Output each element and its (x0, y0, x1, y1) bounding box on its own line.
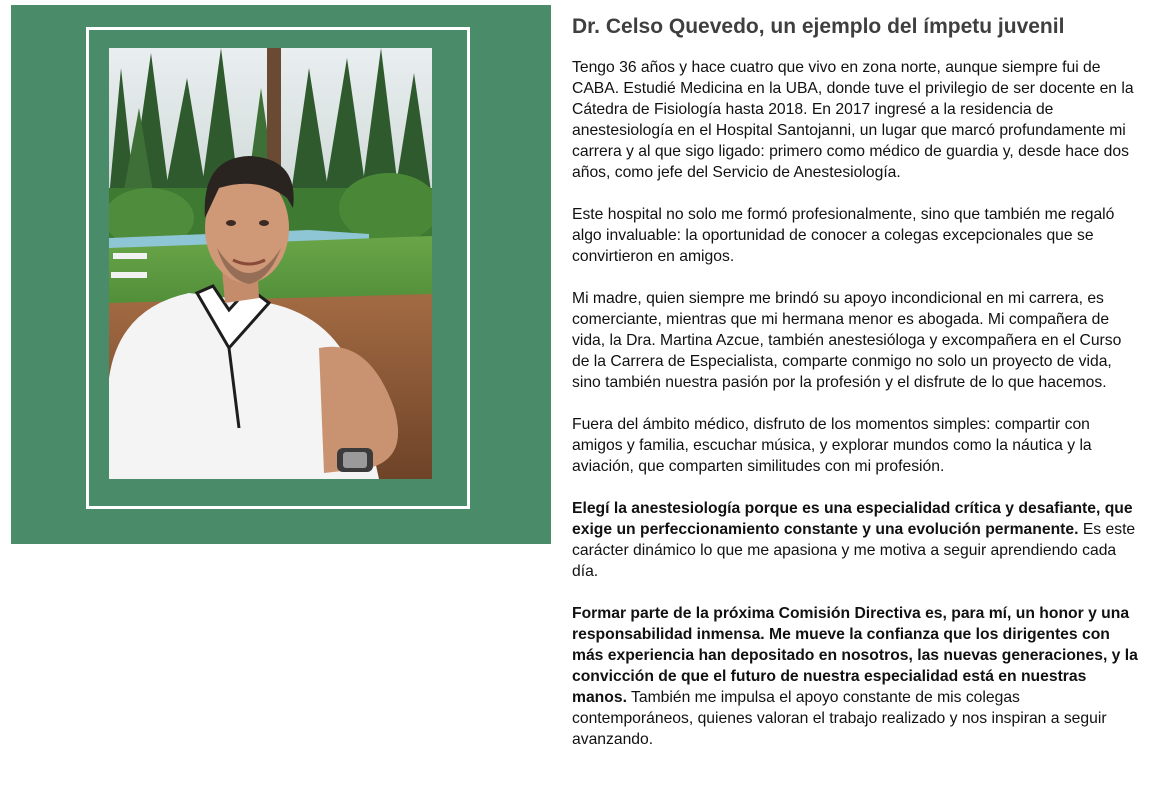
paragraph-hospital: Este hospital no solo me formó profesionalmente, sino que también me regaló algo invaluable: la oportunidad de conocer a colegas excepcionales que se convirtieron en amigos. (572, 206, 1115, 265)
article-title: Dr. Celso Quevedo, un ejemplo del ímpetu juvenil (572, 15, 1065, 38)
paragraph-family: Mi madre, quien siempre me brindó su apoyo incondicional en mi carrera, es comerciante, mientras que mi hermana menor es abogada. Mi compañera de vida, la Dra. Martina Azcue, también anestesióloga y excompañera en el Curso de la Carrera de Especialista, comparte conmigo no solo un proyecto de vida, sino también nuestra pasión por la profesión y el disfrute de lo que hacemos. (572, 290, 1122, 391)
paragraph-specialty (572, 498, 1138, 582)
paragraph-education: Tengo 36 años y hace cuatro que vivo en zona norte, aunque siempre fui de CABA. Estudié Medicina en la UBA, donde tuve el privilegio de ser docente en la Cátedra de Fisiología hasta 2018. En 2017 ingresé a la residencia de anestesiología en el Hospital Santojanni, un lugar que marcó profundamente mi carrera y al que sigo ligado: primero como médico de guardia y, desde hace dos años, como jefe del Servicio de Anestesiología. (572, 59, 1134, 181)
portrait-illustration (109, 48, 432, 479)
paragraph-commission (572, 603, 1138, 750)
article (572, 14, 1138, 771)
paragraph-hobbies: Fuera del ámbito médico, disfruto de los momentos simples: compartir con amigos y familia, escuchar música, y explorar mundos como la náutica y la aviación, que comparten similitudes con mi profesión. (572, 416, 1092, 475)
paragraph-specialty-bold: Elegí la anestesiología porque es una especialidad crítica y desafiante, que exige un perfeccionamiento constante y una evolución permanente. (572, 500, 1133, 538)
portrait-photo (109, 48, 432, 479)
paragraph-commission-rest: También me impulsa el apoyo constante de mis colegas contemporáneos, quienes valoran el trabajo realizado y nos inspiran a seguir avanzando. (572, 689, 1107, 748)
paragraph-commission-bold: Formar parte de la próxima Comisión Directiva es, para mí, un honor y una responsabilidad inmensa. Me mueve la confianza que los dirigentes con más experiencia han depositado en nosotros, las nuevas generaciones, y la convicción de que el futuro de nuestra especialidad está en nuestras manos. (572, 605, 1138, 706)
paragraph-specialty-rest: Es este carácter dinámico lo que me apasiona y me motiva a seguir aprendiendo cada día. (572, 521, 1136, 580)
